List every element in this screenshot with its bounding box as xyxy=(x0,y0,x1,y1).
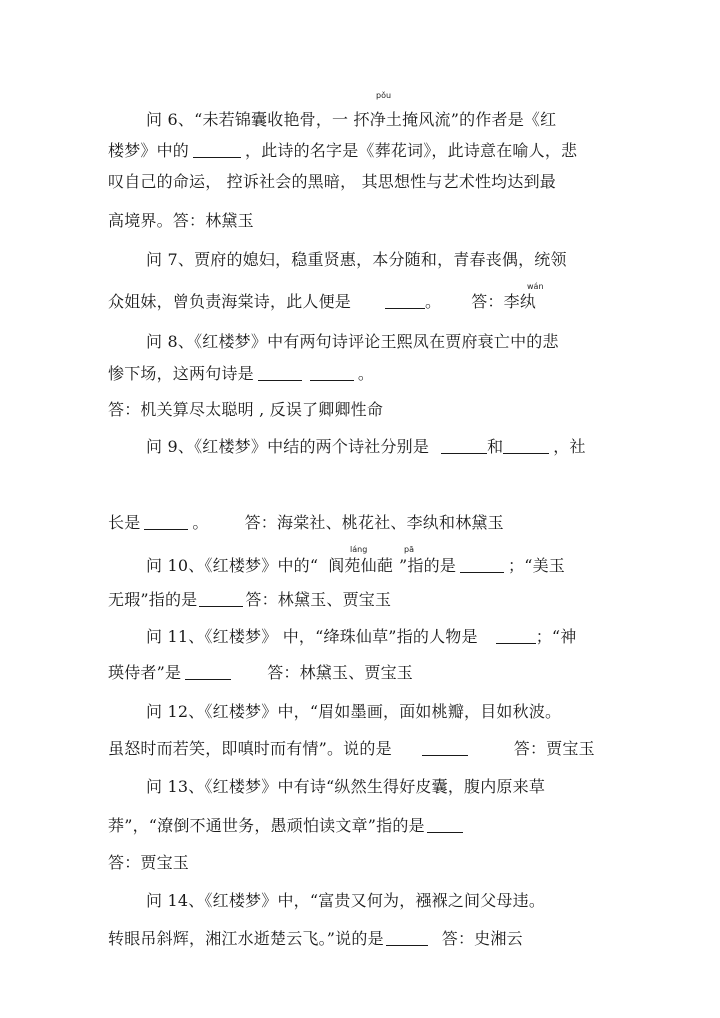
q10-text: ”指的是 xyxy=(399,556,457,575)
q9-line-1 xyxy=(146,437,586,457)
q6-line-2 xyxy=(108,141,577,161)
q10-line-2 xyxy=(108,590,391,610)
answer-blank xyxy=(441,439,487,454)
q11-text: 问 11、《红楼梦》 中，“绛珠仙草”指的人物是 xyxy=(146,627,478,646)
answer-blank xyxy=(422,741,468,756)
answer-blank xyxy=(386,931,428,946)
answer-blank xyxy=(385,294,425,309)
answer-blank xyxy=(193,143,241,158)
answer-blank xyxy=(503,439,549,454)
pinyin-annotation: pā xyxy=(404,545,414,554)
answer-blank xyxy=(144,515,188,530)
q9-text: 问 9、《红楼梦》中结的两个诗社分别是 xyxy=(146,437,430,456)
q7-line-2 xyxy=(108,292,536,312)
q6-line-3: 叹自己的命运， 控诉社会的黑暗， 其思想性与艺术性均达到最 xyxy=(108,172,556,191)
q13-answer: 答：贾宝玉 xyxy=(108,853,190,872)
q12-text: 虽怒时而若笑，即嗔时而有情”。说的是 xyxy=(108,739,392,758)
answer-blank xyxy=(460,558,504,573)
q8-answer: 答：机关算尽太聪明 , 反误了卿卿性命 xyxy=(108,400,384,419)
q11-text: 瑛侍者”是 xyxy=(108,663,182,682)
q9-text: 长是 xyxy=(108,513,141,532)
q14-answer: 答：史湘云 xyxy=(441,929,523,948)
pinyin-annotation: láng xyxy=(350,545,368,554)
q6-text: ，此诗的名字是《葬花词》，此诗意在喻人，悲 xyxy=(245,141,578,160)
q7-text: 。 xyxy=(425,292,442,311)
q11-text: ；“神 xyxy=(535,627,577,646)
q8-text: 。 xyxy=(357,364,375,383)
q7-line-1: 问 7、贾府的媳妇，稳重贤惠，本分随和，青春丧偶，统领 xyxy=(146,250,567,269)
q8-line-1: 问 8、《红楼梦》中有两句诗评论王熙凤在贾府衰亡中的悲 xyxy=(146,332,559,351)
q10-line-1 xyxy=(146,556,565,576)
q12-line-2 xyxy=(108,739,595,759)
q11-answer: 答：林黛玉、贾宝玉 xyxy=(267,663,413,682)
q9-text: 。 xyxy=(192,513,209,532)
answer-blank xyxy=(199,592,243,607)
answer-blank xyxy=(496,629,536,644)
answer-blank xyxy=(258,366,302,381)
q13-line-2 xyxy=(108,816,463,836)
q9-text: 和 xyxy=(487,437,504,456)
q9-answer: 答：海棠社、桃花社、李纨和林黛玉 xyxy=(244,513,504,532)
pinyin-annotation: wán xyxy=(527,282,544,291)
q10-text: 阆苑仙葩 xyxy=(328,556,394,575)
q14-line-1: 问 14、《红楼梦》中，“富贵又何为，襁褓之间父母违。 xyxy=(146,891,546,910)
q6-line-1: 问 6、“未若锦囊收艳骨，一 抔净土掩风流”的作者是《红 xyxy=(146,110,557,129)
q10-answer: 答：林黛玉、贾宝玉 xyxy=(245,590,392,609)
q10-text: 无瑕”指的是 xyxy=(108,590,198,609)
q14-line-2 xyxy=(108,929,523,949)
q9-line-2 xyxy=(108,513,504,533)
pinyin-annotation: pǒu xyxy=(376,91,392,100)
q13-line-1: 问 13、《红楼梦》中有诗“纵然生得好皮囊，腹内原来草 xyxy=(146,777,546,796)
q14-text: 转眼吊斜辉，湘江水逝楚云飞。”说的是 xyxy=(108,929,384,948)
q10-text: ；“美玉 xyxy=(508,556,566,575)
q11-line-2 xyxy=(108,663,413,683)
q13-text: 莽”，“潦倒不通世务，愚顽怕读文章”指的是 xyxy=(108,816,425,835)
q11-line-1 xyxy=(146,627,576,647)
answer-blank xyxy=(185,665,231,680)
q12-answer: 答：贾宝玉 xyxy=(513,739,595,758)
q7-text: 众姐妹，曾负责海棠诗，此人便是 xyxy=(108,292,352,311)
q12-line-1: 问 12、《红楼梦》中，“眉如墨画，面如桃瓣，目如秋波。 xyxy=(146,702,562,721)
q8-text: 惨下场，这两句诗是 xyxy=(108,364,254,383)
q7-answer: 答：李纨 xyxy=(471,292,537,311)
answer-blank xyxy=(427,818,463,833)
q8-line-2 xyxy=(108,364,374,384)
q9-text: ，社 xyxy=(553,437,586,456)
q6-text: 楼梦》中的 xyxy=(108,141,190,160)
q10-text: 问 10、《红楼梦》中的“ xyxy=(146,556,319,575)
q6-line-4: 高境界。答：林黛玉 xyxy=(108,211,254,230)
answer-blank xyxy=(310,366,354,381)
